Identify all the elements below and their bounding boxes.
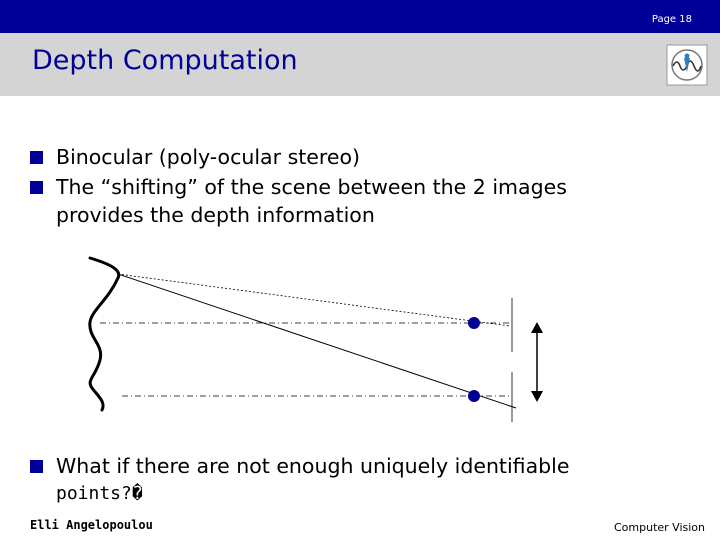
ray-upper [118,274,510,326]
bullet-text: The “shifting” of the scene between the 2 images [56,175,567,199]
bullet-text: What if there are not enough uniquely identifiable [56,454,570,478]
slide-title: Depth Computation [32,45,298,76]
footer-course: Computer Vision [613,521,705,534]
image-point-upper [468,317,480,329]
bullet-text: Binocular (poly-ocular stereo) [56,145,361,169]
ray-lower [118,274,516,408]
bullet-text-continued: provides the depth information [56,203,375,227]
scene-surface [90,258,119,410]
arrowhead-down [531,391,543,402]
bullet-marker [30,460,43,473]
bullet-text-continued: points?� [56,483,143,504]
footer-author: Elli Angelopoulou [30,518,153,532]
page-number: Page 18 [651,14,692,25]
arrowhead-up [531,322,543,333]
image-point-lower [468,390,480,402]
